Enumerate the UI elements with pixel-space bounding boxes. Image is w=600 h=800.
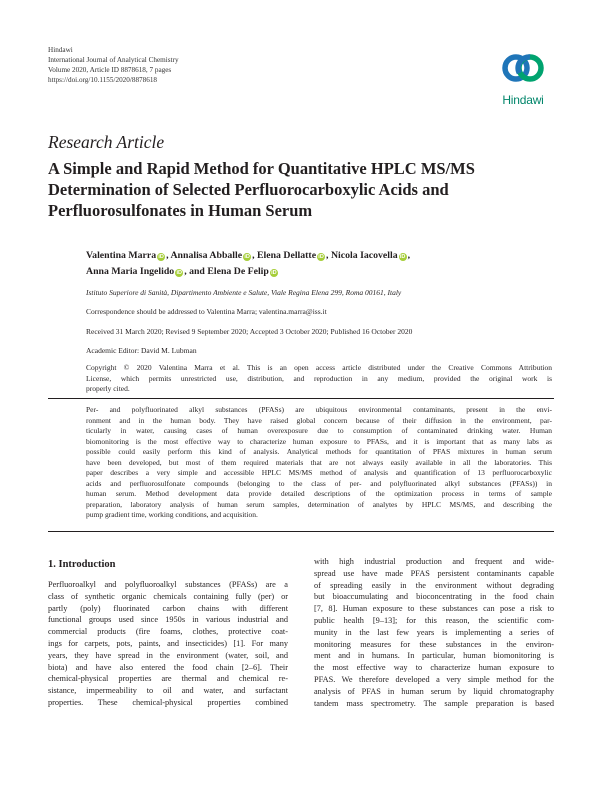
- body-line: years, they have spread in the environment (water, soil, and: [48, 650, 288, 660]
- abstract-line: paper describes a very simple and accessible HPLC MS/MS method of analysis and quantification of 13 perfluorocarboxylic: [86, 468, 552, 477]
- hindawi-logo-icon: [500, 49, 546, 87]
- body-line: functional groups used since 1950s in various industrial and: [48, 615, 288, 625]
- publication-dates: Received 31 March 2020; Revised 9 September 2020; Accepted 3 October 2020; Published 16 October 2020: [86, 327, 413, 336]
- orcid-icon[interactable]: iD: [176, 270, 182, 276]
- abstract-line: ticularly in water, causing cases of human overexposure due to consumption of contaminated drinking water. Human: [86, 426, 552, 435]
- orcid-icon[interactable]: iD: [158, 254, 164, 260]
- academic-editor: Academic Editor: David M. Lubman: [86, 346, 197, 355]
- journal-header: [48, 45, 179, 85]
- title-line: A Simple and Rapid Method for Quantitative HPLC MS/MS: [48, 159, 475, 178]
- article-title: [48, 158, 568, 221]
- body-line: tandem mass spectrometry. The sample preparation is based: [314, 698, 554, 708]
- body-line: public health [9–13]; for this reason, the scientific com-: [314, 615, 554, 625]
- copyright-notice: [86, 363, 552, 395]
- body-line: commercial products (fire foams, clothes, protective coat-: [48, 627, 288, 637]
- correspondence: Correspondence should be addressed to Valentina Marra; valentina.marra@iss.it: [86, 307, 327, 316]
- abstract-line: have been developed, but most of them required materials that are not always easily available in all the laboratories. This: [86, 457, 552, 467]
- body-line: munity in the last few years is implementing a series of: [314, 627, 554, 637]
- abstract-line: human serum. Method development data provide detailed descriptions of the optimization process in terms of sample: [86, 489, 552, 498]
- divider: [48, 398, 554, 399]
- body-column-left: [48, 579, 288, 709]
- body-line: partly (poly) fluorinated carbon chains with different: [48, 603, 288, 613]
- copyright-line: License, which permits unrestricted use, distribution, and reproduction in any medium, provided the original work is: [86, 373, 552, 383]
- abstract-line: biomonitoring is the most effective way to characterize human exposure to PFASs, and it is important that as many labs as: [86, 436, 552, 446]
- body-line: biota) and have also entered the food chain [2–6]. Their: [48, 662, 288, 672]
- orcid-icon[interactable]: iD: [399, 254, 406, 260]
- orcid-icon[interactable]: iD: [244, 254, 250, 260]
- hindawi-logo[interactable]: [496, 49, 550, 107]
- abstract-line: pump gradient time, working conditions, and acquisition.: [86, 510, 258, 519]
- author-name[interactable]: Annalisa Abballe: [170, 250, 243, 261]
- body-line: ings for carpets, pots, paints, and insecticides) [1]. For many: [48, 638, 288, 648]
- author-name[interactable]: Nicola Iacovella: [330, 250, 398, 261]
- divider: [48, 531, 554, 532]
- body-line: ment and in humans. In particular, human biomonitoring is: [314, 651, 554, 661]
- body-line: properties. These chemical-physical properties combined: [48, 697, 288, 707]
- author-list: [86, 248, 556, 280]
- abstract-line: preparation, laboratory analysis of human serum samples, determination of analytes by HPLC MS/MS, and describing the: [86, 499, 552, 509]
- doi-link[interactable]: https://doi.org/10.1155/2020/8878618: [48, 76, 158, 84]
- abstract-line: possible could easily perform this kind of analysis. Analytical methods for quantitation of PFAS mixtures in human serum: [86, 447, 552, 456]
- abstract-line: ronment and in the human body. They have raised global concern because of their diffusion in the environment, par-: [86, 415, 552, 425]
- abstract: [86, 405, 552, 521]
- author-name[interactable]: Valentina Marra: [86, 250, 157, 261]
- body-line: class of synthetic organic chemicals containing fully (per) or: [48, 591, 288, 601]
- author-separator: ,: [166, 250, 171, 261]
- publisher-line: Hindawi: [48, 46, 73, 54]
- body-line: monitoring measures for these substances in the environ-: [314, 639, 554, 649]
- article-type: Research Article: [48, 132, 165, 152]
- author-separator: ,: [407, 250, 411, 261]
- volume-line: Volume 2020, Article ID 8878618, 7 pages: [48, 66, 172, 74]
- orcid-icon[interactable]: iD: [318, 254, 324, 260]
- author-line: [86, 248, 556, 264]
- author-name[interactable]: Anna Maria Ingelido: [86, 266, 175, 277]
- journal-name: International Journal of Analytical Chemistry: [48, 56, 179, 64]
- body-column-right: [314, 556, 554, 709]
- body-line: of spreading easily in the environment without degrading: [314, 580, 554, 590]
- body-line: spread use have made PFAS persistent contaminants capable: [314, 568, 554, 578]
- body-line: analysis of PFAS in human serum by liquid chromatography: [314, 686, 554, 696]
- copyright-line: properly cited.: [86, 384, 130, 393]
- copyright-line: Copyright © 2020 Valentina Marra et al. This is an open access article distributed under the Creative Commons Attribution: [86, 363, 552, 372]
- author-name[interactable]: Elena De Felip: [207, 266, 269, 277]
- section-heading: 1. Introduction: [48, 559, 116, 570]
- body-line: PFAS. We therefore developed a very simple method for the: [314, 674, 554, 684]
- author-separator: ,: [252, 250, 257, 261]
- abstract-line: Per- and polyfluorinated alkyl substances (PFASs) are ubiquitous environmental contaminants, present in the envi-: [86, 405, 552, 414]
- author-separator: ,: [326, 250, 331, 261]
- logo-wordmark: Hindawi: [502, 93, 544, 107]
- author-line: [86, 264, 556, 280]
- author-name[interactable]: Elena Dellatte: [257, 250, 317, 261]
- orcid-icon[interactable]: iD: [271, 270, 277, 276]
- body-line: Perfluoroalkyl and polyfluoroalkyl substances (PFASs) are a: [48, 580, 288, 589]
- title-line: Perfluorosulfonates in Human Serum: [48, 201, 313, 220]
- author-separator: , and: [184, 266, 208, 277]
- body-line: the most effective way to characterize human exposure to: [314, 663, 554, 673]
- body-line: with high industrial production and frequent and wide-: [314, 557, 554, 566]
- body-line: but bioaccumulating and bioconcentrating in the food chain: [314, 592, 554, 602]
- body-line: chemical-physical properties are thermal and chemical re-: [48, 674, 288, 684]
- affiliation: Istituto Superiore di Sanità, Dipartimento Ambiente e Salute, Viale Regina Elena 299, Roma 00161, Italy: [86, 288, 402, 297]
- abstract-line: acids and perfluorosulfonate compounds (belonging to the class of per- and polyfluorinated alkyl substances (PFASs)) in: [86, 478, 552, 488]
- body-line: [7, 8]. Human exposure to these substances can pose a risk to: [314, 604, 554, 614]
- title-line: Determination of Selected Perfluorocarboxylic Acids and: [48, 180, 449, 199]
- body-line: sistance, impermeability to oil and water, and surfactant: [48, 686, 288, 696]
